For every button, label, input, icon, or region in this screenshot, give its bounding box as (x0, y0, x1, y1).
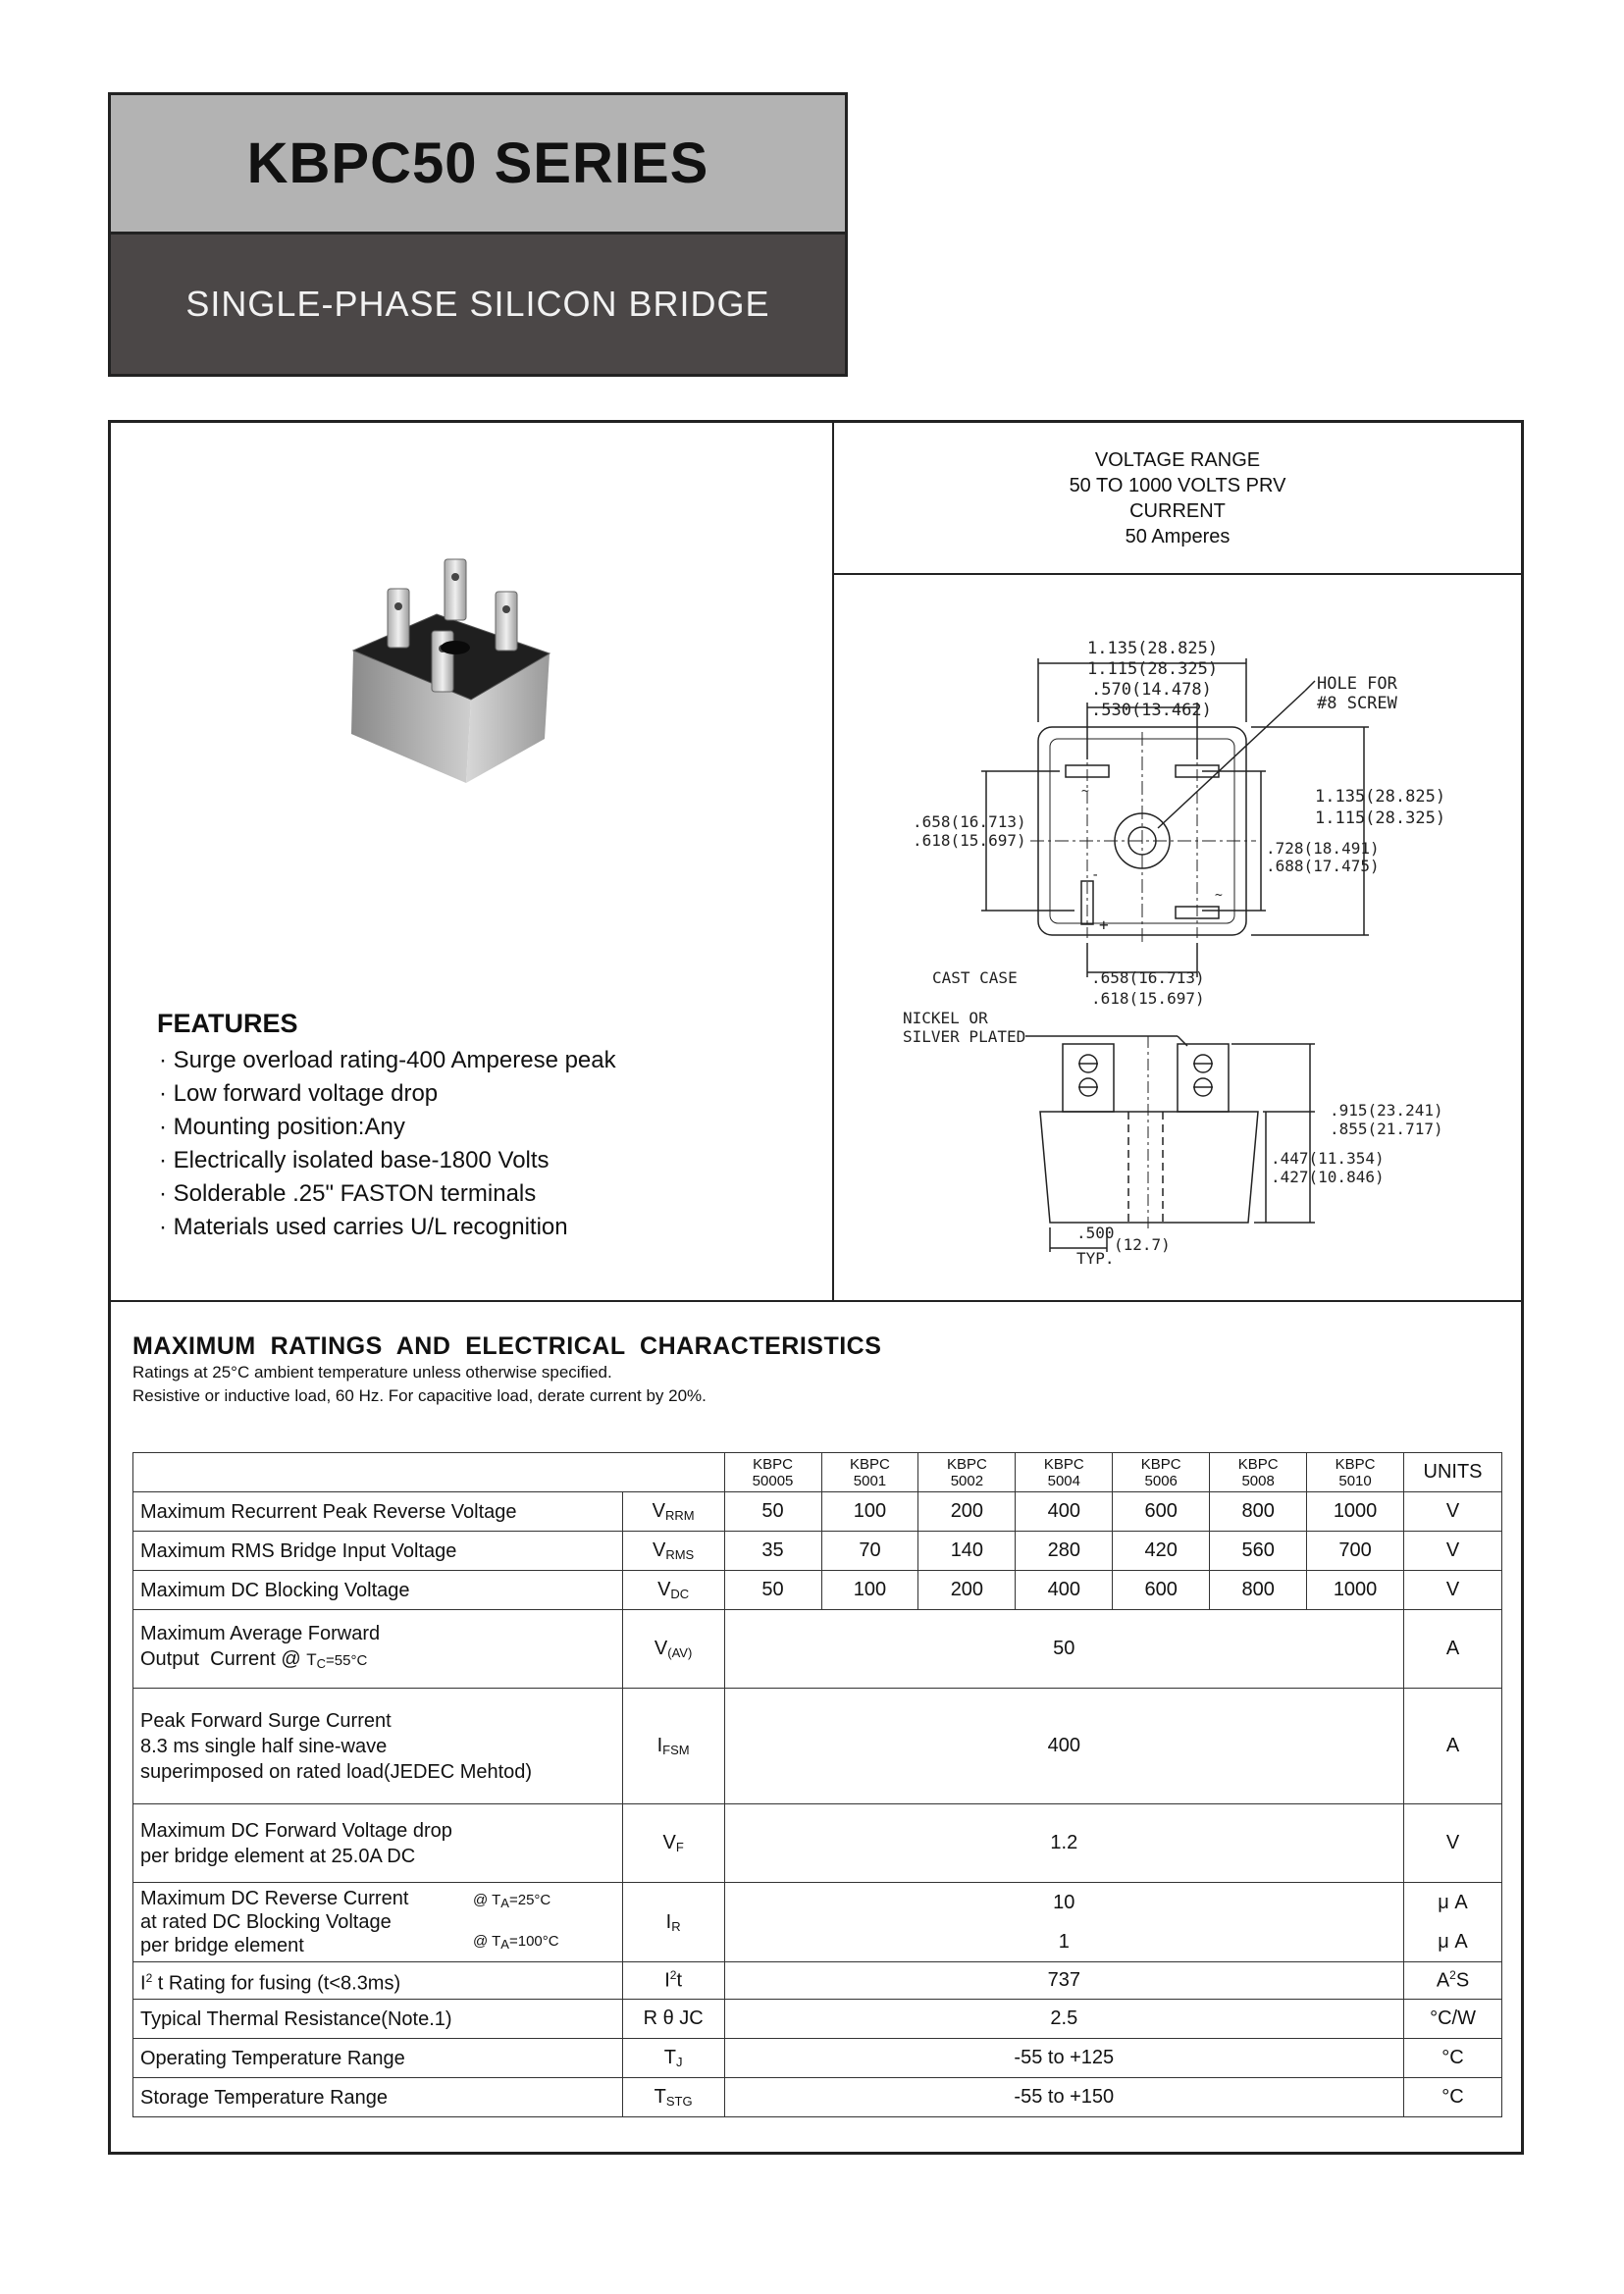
symbol-cell: $V_{RRM}$ (622, 1492, 724, 1532)
value-cell: 50 (724, 1571, 821, 1610)
value-cell: 600 (1113, 1492, 1210, 1532)
table-row (133, 2078, 1502, 2117)
part-header: KBPC 5006 (1113, 1453, 1210, 1492)
table-row (133, 1492, 1502, 1532)
ratings-heading (132, 1332, 881, 1408)
value-cell: 1000 (1307, 1492, 1404, 1532)
value-cell: 50 (724, 1492, 821, 1532)
value-cell: 420 (1113, 1532, 1210, 1571)
value-cell: 200 (918, 1571, 1016, 1610)
unit-cell: A (1404, 1689, 1502, 1804)
dim-terminal-min: .530(13.462) (1091, 701, 1212, 720)
dim-height-max: 1.135(28.825) (1315, 787, 1446, 807)
dim-left-max: .658(16.713) (913, 812, 1026, 831)
param-cell: $I^2$ t Rating for fusing (t<8.3ms) (133, 1962, 623, 2000)
feature-item: · Solderable .25" FASTON terminals (159, 1177, 616, 1211)
table-row (133, 1883, 1502, 1962)
param-cell: Maximum DC Reverse Current at rated DC Blocking Voltage per bridge element @ $T_A=25^\circ C$ @ $T_A=100^\circ C$ (133, 1883, 623, 1962)
pin-minus-mark: - (1091, 867, 1100, 883)
dim-side-min: .855(21.717) (1330, 1120, 1443, 1138)
value-cell: 140 (918, 1532, 1016, 1571)
unit-cell: V (1404, 1571, 1502, 1610)
units-header: UNITS (1404, 1453, 1502, 1492)
unit-cell: μ A μ A (1404, 1883, 1502, 1962)
dim-bottom-max: .658(16.713) (1091, 968, 1205, 987)
current-value: 50 Amperes (1125, 526, 1231, 547)
table-row (133, 1571, 1502, 1610)
voltage-range-value: 50 TO 1000 VOLTS PRV (1069, 475, 1286, 496)
nickel-label-1: NICKEL OR (903, 1009, 988, 1027)
table-row (133, 1962, 1502, 2000)
hole-label-2: #8 SCREW (1317, 694, 1397, 713)
dim-pitch: .500 (1076, 1224, 1115, 1242)
hole-label-1: HOLE FOR (1317, 674, 1397, 694)
value-cell: 70 (821, 1532, 918, 1571)
param-cell: Maximum DC Blocking Voltage (133, 1571, 623, 1610)
symbol-cell: R θ JC (622, 2000, 724, 2039)
value-cell: 400 (724, 1689, 1403, 1804)
feature-item: · Mounting position:Any (159, 1111, 616, 1144)
pin-plus-mark: + (1099, 915, 1109, 934)
symbol-cell: $V_{(AV)}$ (622, 1610, 724, 1689)
unit-cell: °C/W (1404, 2000, 1502, 2039)
unit-cell: °C (1404, 2078, 1502, 2117)
param-cell: Maximum RMS Bridge Input Voltage (133, 1532, 623, 1571)
value-cell: 400 (1016, 1492, 1113, 1532)
title-block (108, 92, 848, 377)
param-cell: Operating Temperature Range (133, 2039, 623, 2078)
value-cell: 700 (1307, 1532, 1404, 1571)
series-title: KBPC50 SERIES (111, 95, 845, 235)
value-cell: 560 (1210, 1532, 1307, 1571)
value-cell: 800 (1210, 1571, 1307, 1610)
value-cell: 100 (821, 1571, 918, 1610)
unit-cell: A (1404, 1610, 1502, 1689)
table-row (133, 1689, 1502, 1804)
feature-item: · Low forward voltage drop (159, 1077, 616, 1111)
dim-right-max: .728(18.491) (1266, 839, 1380, 858)
dim-left-min: .618(15.697) (913, 831, 1026, 850)
unit-cell: °C (1404, 2039, 1502, 2078)
value-cell: -55 to +125 (724, 2039, 1403, 2078)
symbol-cell: $I^2t$ (622, 1962, 724, 2000)
part-header: KBPC 5001 (821, 1453, 918, 1492)
table-row (133, 2000, 1502, 2039)
pin-ac1-mark: ~ (1081, 784, 1089, 799)
param-cell: Maximum DC Forward Voltage drop per bridge element at 25.0A DC (133, 1804, 623, 1883)
nickel-label-2: SILVER PLATED (903, 1027, 1026, 1046)
value-cell: 600 (1113, 1571, 1210, 1610)
dim-width-max: 1.135(28.825) (1087, 639, 1219, 658)
dimension-drawing (834, 575, 1521, 1301)
part-header: KBPC 5002 (918, 1453, 1016, 1492)
symbol-cell: $V_{RMS}$ (622, 1532, 724, 1571)
unit-cell: V (1404, 1804, 1502, 1883)
value-cell: 100 (821, 1492, 918, 1532)
ratings-note-2: Resistive or inductive load, 60 Hz. For capacitive load, derate current by 20%. (132, 1386, 707, 1405)
value-cell: 2.5 (724, 2000, 1403, 2039)
part-header: KBPC 5008 (1210, 1453, 1307, 1492)
ir-condition-100: @ $T_A=100^\circ C$ (473, 1933, 559, 1952)
value-cell: 1.2 (724, 1804, 1403, 1883)
voltage-range-box (834, 432, 1521, 574)
value-cell: 737 (724, 1962, 1403, 2000)
value-cell: 400 (1016, 1571, 1113, 1610)
value-cell: 280 (1016, 1532, 1113, 1571)
dim-terminal-max: .570(14.478) (1091, 680, 1212, 700)
series-subtitle: SINGLE-PHASE SILICON BRIDGE (111, 235, 845, 374)
param-cell: Maximum Average Forward Output Current @ $T_C=55^\circ C$ (133, 1610, 623, 1689)
feature-item: · Surge overload rating-400 Amperese peak (159, 1044, 616, 1077)
dim-side-max: .915(23.241) (1330, 1101, 1443, 1120)
dim-body-min: .427(10.846) (1271, 1168, 1385, 1186)
dim-body-max: .447(11.354) (1271, 1149, 1385, 1168)
param-cell: Storage Temperature Range (133, 2078, 623, 2117)
table-row (133, 1804, 1502, 1883)
table-header-row (133, 1453, 1502, 1492)
dim-bottom-min: .618(15.697) (1091, 989, 1205, 1008)
ratings-title: MAXIMUM RATINGS AND ELECTRICAL CHARACTERISTICS (132, 1332, 882, 1360)
header-blank (133, 1453, 725, 1492)
part-header: KBPC 5010 (1307, 1453, 1404, 1492)
cast-case-label: CAST CASE (932, 968, 1018, 987)
package-side-view (1040, 1112, 1258, 1223)
symbol-cell: $I_R$ (622, 1883, 724, 1962)
value-cell: -55 to +150 (724, 2078, 1403, 2117)
feature-item: · Electrically isolated base-1800 Volts (159, 1144, 616, 1177)
value-cell: 1000 (1307, 1571, 1404, 1610)
param-cell: Typical Thermal Resistance(Note.1) (133, 2000, 623, 2039)
unit-cell: V (1404, 1492, 1502, 1532)
features-title: FEATURES (157, 1009, 298, 1038)
param-cell: Maximum Recurrent Peak Reverse Voltage (133, 1492, 623, 1532)
value-cell: 50 (724, 1610, 1403, 1689)
pin-ac2-mark: ~ (1215, 888, 1223, 903)
dim-pitch-mm: (12.7) (1114, 1235, 1171, 1254)
symbol-cell: $V_F$ (622, 1804, 724, 1883)
symbol-cell: $V_{DC}$ (622, 1571, 724, 1610)
table-row (133, 1532, 1502, 1571)
table-row (133, 2039, 1502, 2078)
feature-item: · Materials used carries U/L recognition (159, 1211, 616, 1244)
dim-pitch-typ: TYP. (1076, 1249, 1115, 1268)
part-header: KBPC 5004 (1016, 1453, 1113, 1492)
value-cell: 200 (918, 1492, 1016, 1532)
table-row (133, 1610, 1502, 1689)
dim-width-min: 1.115(28.325) (1087, 659, 1219, 679)
product-photo (334, 538, 589, 793)
symbol-cell: $T_J$ (622, 2039, 724, 2078)
dim-height-min: 1.115(28.325) (1315, 808, 1446, 828)
value-cell: 10 1 (724, 1883, 1403, 1962)
part-header: KBPC 50005 (724, 1453, 821, 1492)
voltage-range-label: VOLTAGE RANGE (1094, 449, 1261, 471)
ir-condition-25: @ $T_A=25^\circ C$ (473, 1892, 551, 1910)
param-cell: Peak Forward Surge Current 8.3 ms single half sine-wave superimposed on rated load(JEDEC Mehtod) (133, 1689, 623, 1804)
dim-right-min: .688(17.475) (1266, 857, 1380, 875)
value-cell: 800 (1210, 1492, 1307, 1532)
ratings-table (132, 1452, 1502, 2117)
unit-cell: $A^2S$ (1404, 1962, 1502, 2000)
ratings-note-1: Ratings at 25°C ambient temperature unless otherwise specified. (132, 1363, 612, 1382)
unit-cell: V (1404, 1532, 1502, 1571)
symbol-cell: $I_{FSM}$ (622, 1689, 724, 1804)
value-cell: 35 (724, 1532, 821, 1571)
symbol-cell: $T_{STG}$ (622, 2078, 724, 2117)
current-label: CURRENT (1129, 500, 1226, 522)
features-section (157, 1007, 616, 1244)
